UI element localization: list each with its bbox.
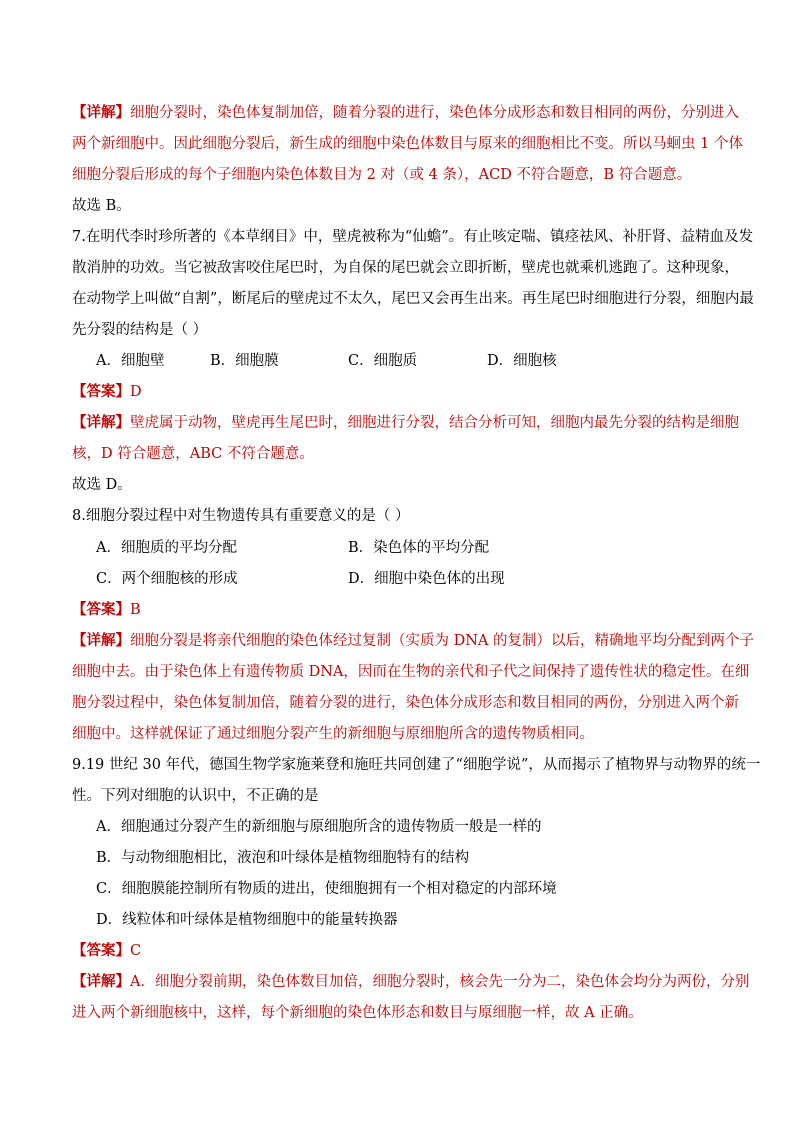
q8-detail-line-2: 细胞中去。由于染色体上有遗传物质 DNA，因而在生物的亲代和子代之间保持了遗传性状的稳定性。在细: [72, 664, 750, 680]
q9-detail-line-1: [72, 972, 749, 992]
q9-stem-line-1: 9.19 世纪 30 年代，德国生物学家施莱登和施旺共同创建了“细胞学说”，从而揭示了植物界与动物界的统一: [72, 757, 761, 773]
q9-option-b: B．与动物细胞相比，液泡和叶绿体是植物细胞特有的结构: [96, 850, 470, 866]
q9-stem-line-2: 性。下列对细胞的认识中，不正确的是: [72, 788, 319, 804]
q7-option-c: C．细胞质: [348, 353, 418, 369]
q8-detail-line-4: 细胞中。这样就保证了通过细胞分裂产生的新细胞与原细胞所含的遗传物质相同。: [72, 726, 594, 742]
detail-line-3: 细胞分裂后形成的每个子细胞内染色体数目为 2 对（或 4 条），ACD 不符合题意，B 符合题意。: [72, 167, 692, 183]
detail-line-2: 两个新细胞中。因此细胞分裂后，新生成的细胞中染色体数目与原来的细胞相比不变。所以马蛔虫 1 个体: [72, 136, 743, 152]
detail-text: 细胞分裂是将亲代细胞的染色体经过复制（实质为 DNA 的复制）以后，精确地平均分配到两个子: [130, 633, 754, 649]
answer-value: B: [130, 602, 141, 618]
detail-tag: 【详解】: [72, 632, 130, 649]
q7-option-a: A．细胞壁: [96, 353, 165, 369]
q8-option-b: B．染色体的平均分配: [348, 540, 490, 556]
q9-answer-line: [72, 941, 141, 961]
detail-text: 细胞分裂时，染色体复制加倍，随着分裂的进行，染色体分成形态和数目相同的两份，分别进入: [130, 105, 739, 121]
detail-tag: 【详解】: [72, 414, 130, 431]
q7-detail-line-2: 核，D 符合题意，ABC 不符合题意。: [72, 446, 314, 462]
q7-stem-line-4: 先分裂的结构是（ ）: [72, 322, 208, 338]
detail-tag: 【详解】: [72, 973, 130, 990]
q9-detail-line-2: 进入两个新细胞核中，这样，每个新细胞的染色体形态和数目与原细胞一样，故 A 正确。: [72, 1005, 643, 1021]
detail-line-1: [72, 103, 739, 123]
answer-tag: 【答案】: [72, 942, 130, 959]
q7-option-d: D．细胞核: [487, 353, 557, 369]
answer-tag: 【答案】: [72, 383, 130, 400]
q8-detail-line-3: 胞分裂过程中，染色体复制加倍，随着分裂的进行，染色体分成形态和数目相同的两份，分别进入两个新: [72, 695, 739, 711]
q7-detail-line-1: [72, 413, 739, 433]
conclusion-line: 故选 B。: [72, 198, 131, 214]
detail-tag: 【详解】: [72, 104, 130, 121]
q9-option-a: A．细胞通过分裂产生的新细胞与原细胞所含的遗传物质一般是一样的: [96, 819, 542, 835]
detail-text: 壁虎属于动物，壁虎再生尾巴时，细胞进行分裂，结合分析可知，细胞内最先分裂的结构是细胞: [130, 415, 739, 431]
q8-option-c: C．两个细胞核的形成: [96, 571, 238, 587]
q7-stem-line-1: 7.在明代李时珍所著的《本草纲目》中，壁虎被称为“仙蟾”。有止咳定喘、镇痉祛风、补肝肾、益精血及发: [72, 229, 754, 245]
answer-value: D: [130, 384, 142, 400]
q8-option-d: D．细胞中染色体的出现: [348, 571, 505, 587]
answer-tag: 【答案】: [72, 601, 130, 618]
q8-stem: 8.细胞分裂过程中对生物遗传具有重要意义的是（ ）: [72, 508, 410, 524]
q7-conclusion: 故选 D。: [72, 477, 132, 493]
q8-option-a: A．细胞质的平均分配: [96, 540, 237, 556]
q8-detail-line-1: [72, 631, 754, 651]
detail-text: A．细胞分裂前期，染色体数目加倍，细胞分裂时，核会先一分为二，染色体会均分为两份，分别: [130, 974, 750, 990]
q9-option-d: D．线粒体和叶绿体是植物细胞中的能量转换器: [96, 912, 398, 928]
q9-option-c: C．细胞膜能控制所有物质的进出，使细胞拥有一个相对稳定的内部环境: [96, 881, 557, 897]
answer-value: C: [130, 943, 142, 959]
q7-stem-line-2: 散消肿的功效。当它被敌害咬住尾巴时，为自保的尾巴就会立即折断，壁虎也就乘机逃跑了。这种现象，: [72, 260, 739, 276]
q8-answer-line: [72, 600, 141, 620]
q7-stem-line-3: 在动物学上叫做“自割”，断尾后的壁虎过不太久，尾巴又会再生出来。再生尾巴时细胞进行分裂，细胞内最: [72, 291, 754, 307]
q7-option-b: B．细胞膜: [210, 353, 279, 369]
q7-answer-line: [72, 382, 142, 402]
